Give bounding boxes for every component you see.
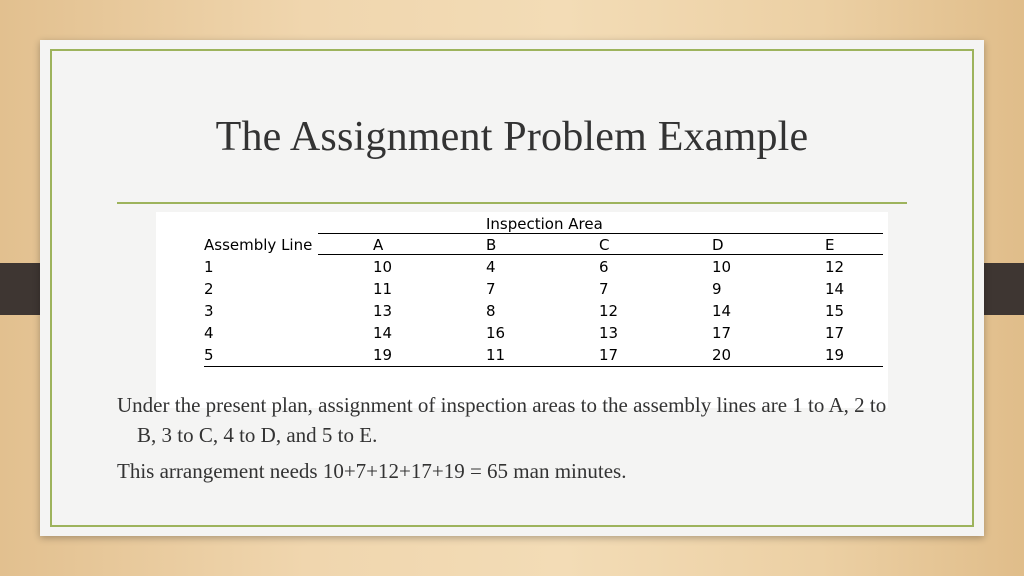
- table-cell: 15: [825, 302, 845, 320]
- title-divider: [117, 202, 907, 204]
- column-header-rule: [318, 254, 883, 255]
- slide-title: The Assignment Problem Example: [215, 114, 809, 160]
- table-cell: 16: [486, 324, 506, 342]
- table-cell: 7: [599, 280, 609, 298]
- table-cell: 12: [825, 258, 845, 276]
- row-label: 5: [204, 346, 214, 364]
- body-paragraph-total: This arrangement needs 10+7+12+17+19 = 65 man minutes.: [117, 459, 627, 483]
- body-text: [117, 390, 907, 486]
- column-header-b: B: [486, 236, 497, 254]
- row-label: 3: [204, 302, 214, 320]
- column-header-c: C: [599, 236, 610, 254]
- table-cell: 17: [825, 324, 845, 342]
- table-cell: 13: [373, 302, 393, 320]
- column-header-e: E: [825, 236, 835, 254]
- row-label: 1: [204, 258, 214, 276]
- body-paragraph-plan: Under the present plan, assignment of inspection areas to the assembly lines are 1 to A, 2 to B, 3 to C, 4 to D, and 5 to E.: [117, 393, 887, 447]
- table-cell: 17: [712, 324, 732, 342]
- table-cell: 12: [599, 302, 619, 320]
- row-label: 2: [204, 280, 214, 298]
- table-cell: 10: [712, 258, 732, 276]
- table-cell: 19: [373, 346, 393, 364]
- table-cell: 20: [712, 346, 732, 364]
- group-header-rule: [318, 233, 883, 234]
- table-cell: 19: [825, 346, 845, 364]
- assignment-table: [156, 212, 888, 408]
- column-header-a: A: [373, 236, 384, 254]
- column-header-d: D: [712, 236, 724, 254]
- table-cell: 4: [486, 258, 496, 276]
- table-cell: 17: [599, 346, 619, 364]
- table-cell: 10: [373, 258, 393, 276]
- table-bottom-rule: [204, 366, 883, 367]
- table-cell: 11: [486, 346, 506, 364]
- slide: [40, 40, 984, 536]
- table-group-header: Inspection Area: [486, 215, 603, 233]
- table-cell: 6: [599, 258, 609, 276]
- table-cell: 14: [712, 302, 732, 320]
- table-cell: 8: [486, 302, 496, 320]
- table-cell: 14: [373, 324, 393, 342]
- table-row-header: Assembly Line: [204, 236, 313, 254]
- table-cell: 14: [825, 280, 845, 298]
- table-cell: 13: [599, 324, 619, 342]
- table-cell: 9: [712, 280, 722, 298]
- table-cell: 11: [373, 280, 393, 298]
- table-cell: 7: [486, 280, 496, 298]
- row-label: 4: [204, 324, 214, 342]
